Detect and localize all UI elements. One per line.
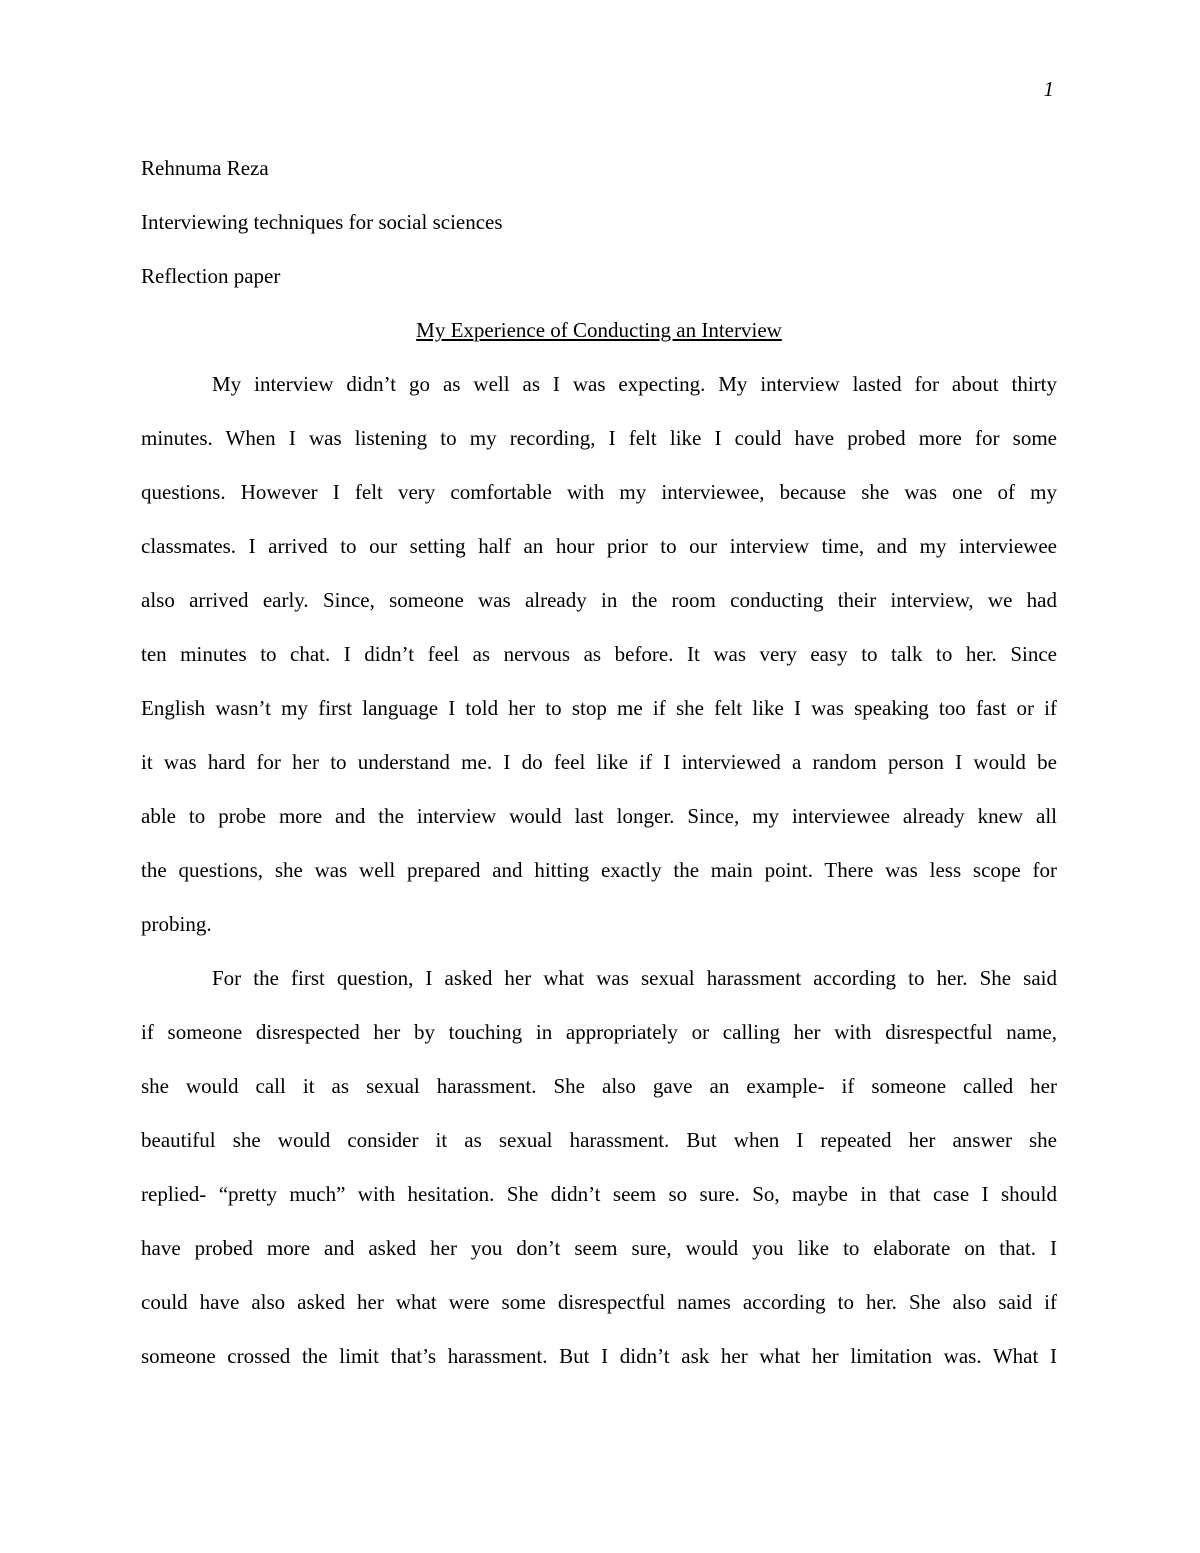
paragraph-line: have probed more and asked her you don’t seem sure, would you like to elaborate on that. I <box>141 1236 1057 1260</box>
author-name: Rehnuma Reza <box>141 156 269 180</box>
paragraph-line: For the first question, I asked her what was sexual harassment according to her. She said <box>212 966 1057 990</box>
paragraph-line: also arrived early. Since, someone was already in the room conducting their interview, we had <box>141 588 1057 612</box>
paragraph-line: classmates. I arrived to our setting half an hour prior to our interview time, and my interviewee <box>141 534 1057 558</box>
assignment-type: Reflection paper <box>141 264 281 288</box>
paragraph-2 <box>141 951 1057 1383</box>
paragraph-line: English wasn’t my first language I told her to stop me if she felt like I was speaking too fast or if <box>141 696 1057 720</box>
paragraph-line: could have also asked her what were some disrespectful names according to her. She also said if <box>141 1290 1057 1314</box>
paragraph-1 <box>141 357 1057 951</box>
paragraph-line: probing. <box>141 912 212 936</box>
paragraph-line: ten minutes to chat. I didn’t feel as nervous as before. It was very easy to talk to her. Since <box>141 642 1057 666</box>
paragraph-line: minutes. When I was listening to my recording, I felt like I could have probed more for some <box>141 426 1057 450</box>
paper-title: My Experience of Conducting an Interview <box>416 318 782 342</box>
paragraph-line: able to probe more and the interview would last longer. Since, my interviewee already knew all <box>141 804 1057 828</box>
course-name: Interviewing techniques for social sciences <box>141 210 503 234</box>
paragraph-line: someone crossed the limit that’s harassment. But I didn’t ask her what her limitation was. What I <box>141 1344 1057 1368</box>
paragraph-line: she would call it as sexual harassment. She also gave an example- if someone called her <box>141 1074 1057 1098</box>
paragraph-line: questions. However I felt very comfortable with my interviewee, because she was one of my <box>141 480 1057 504</box>
paragraph-line: replied- “pretty much” with hesitation. She didn’t seem so sure. So, maybe in that case I should <box>141 1182 1057 1206</box>
paragraph-line: the questions, she was well prepared and hitting exactly the main point. There was less scope for <box>141 858 1057 882</box>
paragraph-line: beautiful she would consider it as sexual harassment. But when I repeated her answer she <box>141 1128 1057 1152</box>
paragraph-line: it was hard for her to understand me. I do feel like if I interviewed a random person I would be <box>141 750 1057 774</box>
page-number: 1 <box>1043 77 1054 101</box>
paragraph-line: My interview didn’t go as well as I was expecting. My interview lasted for about thirty <box>212 372 1057 396</box>
document-body <box>141 141 1057 1383</box>
paragraph-line: if someone disrespected her by touching in appropriately or calling her with disrespectful name, <box>141 1020 1057 1044</box>
